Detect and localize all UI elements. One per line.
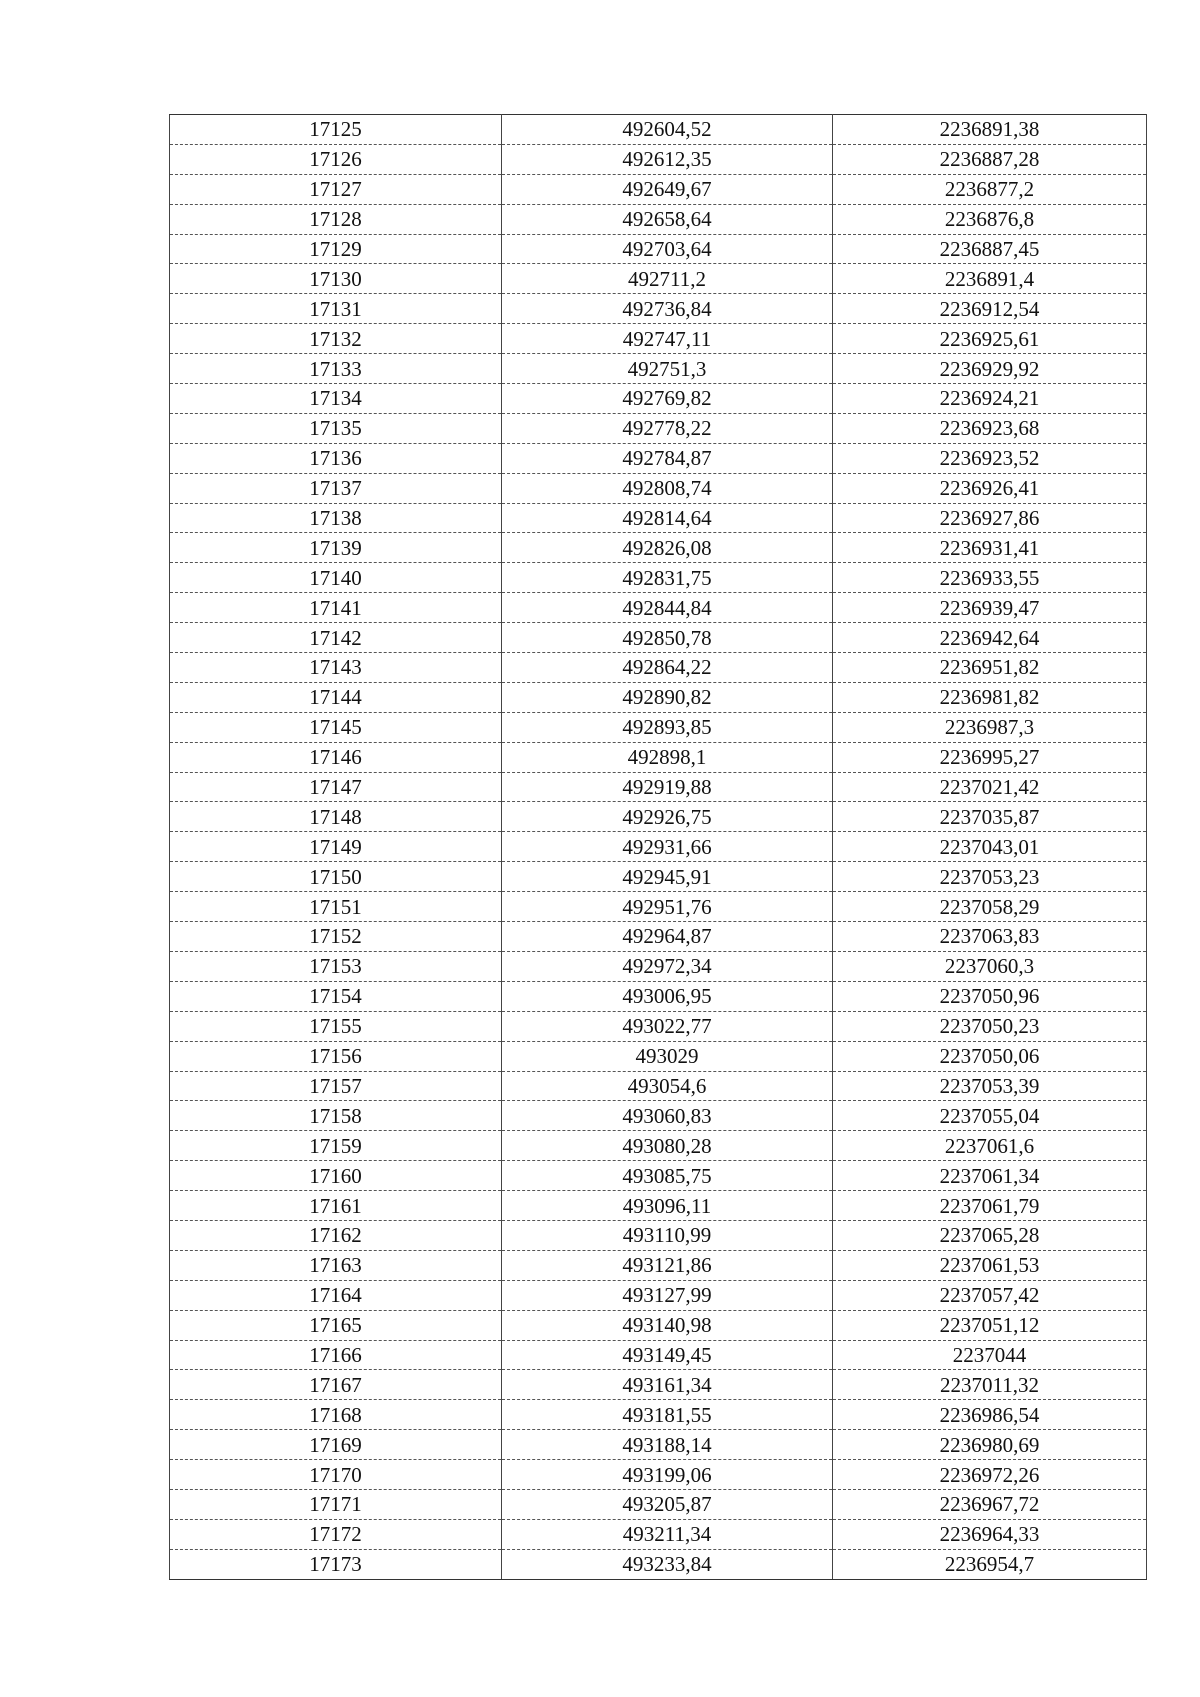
point-number-cell: 17129 (170, 234, 502, 264)
x-coordinate-cell: 493211,34 (502, 1519, 833, 1549)
table-row (170, 1191, 1147, 1221)
table-row (170, 443, 1147, 473)
x-coordinate-cell: 493181,55 (502, 1400, 833, 1430)
x-coordinate-cell: 493054,6 (502, 1071, 833, 1101)
point-number-cell: 17147 (170, 772, 502, 802)
table-row (170, 862, 1147, 892)
x-coordinate-cell: 492926,75 (502, 802, 833, 832)
y-coordinate-cell: 2236923,68 (833, 413, 1147, 443)
y-coordinate-cell: 2236986,54 (833, 1400, 1147, 1430)
x-coordinate-cell: 492893,85 (502, 712, 833, 742)
point-number-cell: 17148 (170, 802, 502, 832)
x-coordinate-cell: 492972,34 (502, 951, 833, 981)
table-row (170, 623, 1147, 653)
table-row (170, 922, 1147, 952)
table-row (170, 1519, 1147, 1549)
x-coordinate-cell: 492945,91 (502, 862, 833, 892)
point-number-cell: 17130 (170, 264, 502, 294)
y-coordinate-cell: 2237011,32 (833, 1370, 1147, 1400)
y-coordinate-cell: 2236891,38 (833, 115, 1147, 145)
point-number-cell: 17141 (170, 593, 502, 623)
x-coordinate-cell: 492736,84 (502, 294, 833, 324)
y-coordinate-cell: 2237061,53 (833, 1250, 1147, 1280)
point-number-cell: 17145 (170, 712, 502, 742)
point-number-cell: 17126 (170, 144, 502, 174)
y-coordinate-cell: 2237065,28 (833, 1220, 1147, 1250)
point-number-cell: 17136 (170, 443, 502, 473)
point-number-cell: 17137 (170, 473, 502, 503)
table-row (170, 1489, 1147, 1519)
table-row (170, 144, 1147, 174)
table-row (170, 1101, 1147, 1131)
y-coordinate-cell: 2236926,41 (833, 473, 1147, 503)
x-coordinate-cell: 492951,76 (502, 892, 833, 922)
y-coordinate-cell: 2237051,12 (833, 1310, 1147, 1340)
x-coordinate-cell: 493080,28 (502, 1131, 833, 1161)
y-coordinate-cell: 2237050,96 (833, 981, 1147, 1011)
point-number-cell: 17154 (170, 981, 502, 1011)
point-number-cell: 17132 (170, 324, 502, 354)
point-number-cell: 17169 (170, 1430, 502, 1460)
point-number-cell: 17171 (170, 1489, 502, 1519)
table-row (170, 1161, 1147, 1191)
table-row (170, 503, 1147, 533)
x-coordinate-cell: 492604,52 (502, 115, 833, 145)
x-coordinate-cell: 492747,11 (502, 324, 833, 354)
x-coordinate-cell: 493029 (502, 1041, 833, 1071)
table-row (170, 1220, 1147, 1250)
coordinates-table (169, 114, 1147, 1580)
point-number-cell: 17128 (170, 204, 502, 234)
x-coordinate-cell: 492814,64 (502, 503, 833, 533)
x-coordinate-cell: 492778,22 (502, 413, 833, 443)
y-coordinate-cell: 2237058,29 (833, 892, 1147, 922)
table-row (170, 832, 1147, 862)
y-coordinate-cell: 2236942,64 (833, 623, 1147, 653)
x-coordinate-cell: 492844,84 (502, 593, 833, 623)
x-coordinate-cell: 492898,1 (502, 742, 833, 772)
y-coordinate-cell: 2236931,41 (833, 533, 1147, 563)
y-coordinate-cell: 2236891,4 (833, 264, 1147, 294)
table-row (170, 1549, 1147, 1579)
y-coordinate-cell: 2236887,28 (833, 144, 1147, 174)
point-number-cell: 17157 (170, 1071, 502, 1101)
y-coordinate-cell: 2236876,8 (833, 204, 1147, 234)
point-number-cell: 17149 (170, 832, 502, 862)
table-row (170, 294, 1147, 324)
y-coordinate-cell: 2237063,83 (833, 922, 1147, 952)
x-coordinate-cell: 493006,95 (502, 981, 833, 1011)
x-coordinate-cell: 492769,82 (502, 384, 833, 414)
point-number-cell: 17127 (170, 174, 502, 204)
table-row (170, 1340, 1147, 1370)
table-row (170, 413, 1147, 443)
x-coordinate-cell: 492931,66 (502, 832, 833, 862)
point-number-cell: 17139 (170, 533, 502, 563)
table-row (170, 802, 1147, 832)
y-coordinate-cell: 2237060,3 (833, 951, 1147, 981)
x-coordinate-cell: 493199,06 (502, 1460, 833, 1490)
y-coordinate-cell: 2236933,55 (833, 563, 1147, 593)
table-row (170, 593, 1147, 623)
point-number-cell: 17143 (170, 653, 502, 683)
table-row (170, 1370, 1147, 1400)
table-row (170, 473, 1147, 503)
y-coordinate-cell: 2236972,26 (833, 1460, 1147, 1490)
y-coordinate-cell: 2236923,52 (833, 443, 1147, 473)
x-coordinate-cell: 492649,67 (502, 174, 833, 204)
x-coordinate-cell: 493161,34 (502, 1370, 833, 1400)
x-coordinate-cell: 492864,22 (502, 653, 833, 683)
point-number-cell: 17142 (170, 623, 502, 653)
y-coordinate-cell: 2237021,42 (833, 772, 1147, 802)
point-number-cell: 17125 (170, 115, 502, 145)
table-row (170, 174, 1147, 204)
y-coordinate-cell: 2237050,06 (833, 1041, 1147, 1071)
table-row (170, 384, 1147, 414)
table-row (170, 234, 1147, 264)
y-coordinate-cell: 2237050,23 (833, 1011, 1147, 1041)
x-coordinate-cell: 493121,86 (502, 1250, 833, 1280)
y-coordinate-cell: 2237053,39 (833, 1071, 1147, 1101)
x-coordinate-cell: 493096,11 (502, 1191, 833, 1221)
point-number-cell: 17165 (170, 1310, 502, 1340)
x-coordinate-cell: 492658,64 (502, 204, 833, 234)
table-row (170, 264, 1147, 294)
table-row (170, 772, 1147, 802)
y-coordinate-cell: 2236951,82 (833, 653, 1147, 683)
point-number-cell: 17152 (170, 922, 502, 952)
y-coordinate-cell: 2237061,6 (833, 1131, 1147, 1161)
y-coordinate-cell: 2237061,79 (833, 1191, 1147, 1221)
table-row (170, 1041, 1147, 1071)
x-coordinate-cell: 492826,08 (502, 533, 833, 563)
y-coordinate-cell: 2236927,86 (833, 503, 1147, 533)
x-coordinate-cell: 492612,35 (502, 144, 833, 174)
table-row (170, 533, 1147, 563)
table-row (170, 563, 1147, 593)
y-coordinate-cell: 2236964,33 (833, 1519, 1147, 1549)
x-coordinate-cell: 493188,14 (502, 1430, 833, 1460)
x-coordinate-cell: 493233,84 (502, 1549, 833, 1579)
point-number-cell: 17150 (170, 862, 502, 892)
x-coordinate-cell: 493022,77 (502, 1011, 833, 1041)
table-row (170, 892, 1147, 922)
point-number-cell: 17159 (170, 1131, 502, 1161)
table-row (170, 354, 1147, 384)
table-row (170, 1011, 1147, 1041)
y-coordinate-cell: 2236981,82 (833, 682, 1147, 712)
table-row (170, 1131, 1147, 1161)
table-row (170, 1280, 1147, 1310)
point-number-cell: 17135 (170, 413, 502, 443)
x-coordinate-cell: 493110,99 (502, 1220, 833, 1250)
table-row (170, 115, 1147, 145)
point-number-cell: 17133 (170, 354, 502, 384)
y-coordinate-cell: 2236995,27 (833, 742, 1147, 772)
table-row (170, 981, 1147, 1011)
point-number-cell: 17172 (170, 1519, 502, 1549)
point-number-cell: 17156 (170, 1041, 502, 1071)
table-row (170, 204, 1147, 234)
x-coordinate-cell: 492808,74 (502, 473, 833, 503)
table-row (170, 682, 1147, 712)
table-row (170, 653, 1147, 683)
table-row (170, 1250, 1147, 1280)
x-coordinate-cell: 493140,98 (502, 1310, 833, 1340)
x-coordinate-cell: 492964,87 (502, 922, 833, 952)
table-row (170, 1430, 1147, 1460)
point-number-cell: 17155 (170, 1011, 502, 1041)
point-number-cell: 17146 (170, 742, 502, 772)
y-coordinate-cell: 2237043,01 (833, 832, 1147, 862)
y-coordinate-cell: 2236939,47 (833, 593, 1147, 623)
x-coordinate-cell: 493149,45 (502, 1340, 833, 1370)
x-coordinate-cell: 492890,82 (502, 682, 833, 712)
y-coordinate-cell: 2236925,61 (833, 324, 1147, 354)
point-number-cell: 17166 (170, 1340, 502, 1370)
point-number-cell: 17173 (170, 1549, 502, 1579)
point-number-cell: 17161 (170, 1191, 502, 1221)
y-coordinate-cell: 2237053,23 (833, 862, 1147, 892)
y-coordinate-cell: 2236887,45 (833, 234, 1147, 264)
y-coordinate-cell: 2237061,34 (833, 1161, 1147, 1191)
point-number-cell: 17164 (170, 1280, 502, 1310)
table-row (170, 1071, 1147, 1101)
point-number-cell: 17153 (170, 951, 502, 981)
y-coordinate-cell: 2236912,54 (833, 294, 1147, 324)
point-number-cell: 17162 (170, 1220, 502, 1250)
point-number-cell: 17131 (170, 294, 502, 324)
table-row (170, 712, 1147, 742)
table-row (170, 324, 1147, 354)
point-number-cell: 17134 (170, 384, 502, 414)
point-number-cell: 17167 (170, 1370, 502, 1400)
y-coordinate-cell: 2236929,92 (833, 354, 1147, 384)
x-coordinate-cell: 493205,87 (502, 1489, 833, 1519)
point-number-cell: 17168 (170, 1400, 502, 1430)
point-number-cell: 17160 (170, 1161, 502, 1191)
x-coordinate-cell: 492784,87 (502, 443, 833, 473)
y-coordinate-cell: 2237057,42 (833, 1280, 1147, 1310)
y-coordinate-cell: 2237055,04 (833, 1101, 1147, 1131)
y-coordinate-cell: 2236954,7 (833, 1549, 1147, 1579)
y-coordinate-cell: 2236967,72 (833, 1489, 1147, 1519)
x-coordinate-cell: 492919,88 (502, 772, 833, 802)
y-coordinate-cell: 2237035,87 (833, 802, 1147, 832)
x-coordinate-cell: 492711,2 (502, 264, 833, 294)
x-coordinate-cell: 492751,3 (502, 354, 833, 384)
table-row (170, 1310, 1147, 1340)
table-row (170, 1460, 1147, 1490)
x-coordinate-cell: 492831,75 (502, 563, 833, 593)
point-number-cell: 17144 (170, 682, 502, 712)
point-number-cell: 17151 (170, 892, 502, 922)
point-number-cell: 17163 (170, 1250, 502, 1280)
point-number-cell: 17158 (170, 1101, 502, 1131)
x-coordinate-cell: 493060,83 (502, 1101, 833, 1131)
point-number-cell: 17170 (170, 1460, 502, 1490)
x-coordinate-cell: 493085,75 (502, 1161, 833, 1191)
y-coordinate-cell: 2236980,69 (833, 1430, 1147, 1460)
table-row (170, 742, 1147, 772)
x-coordinate-cell: 493127,99 (502, 1280, 833, 1310)
x-coordinate-cell: 492850,78 (502, 623, 833, 653)
table-row (170, 1400, 1147, 1430)
table-row (170, 951, 1147, 981)
point-number-cell: 17140 (170, 563, 502, 593)
y-coordinate-cell: 2236924,21 (833, 384, 1147, 414)
y-coordinate-cell: 2236877,2 (833, 174, 1147, 204)
y-coordinate-cell: 2237044 (833, 1340, 1147, 1370)
x-coordinate-cell: 492703,64 (502, 234, 833, 264)
coordinates-table-body (170, 115, 1147, 1580)
point-number-cell: 17138 (170, 503, 502, 533)
y-coordinate-cell: 2236987,3 (833, 712, 1147, 742)
